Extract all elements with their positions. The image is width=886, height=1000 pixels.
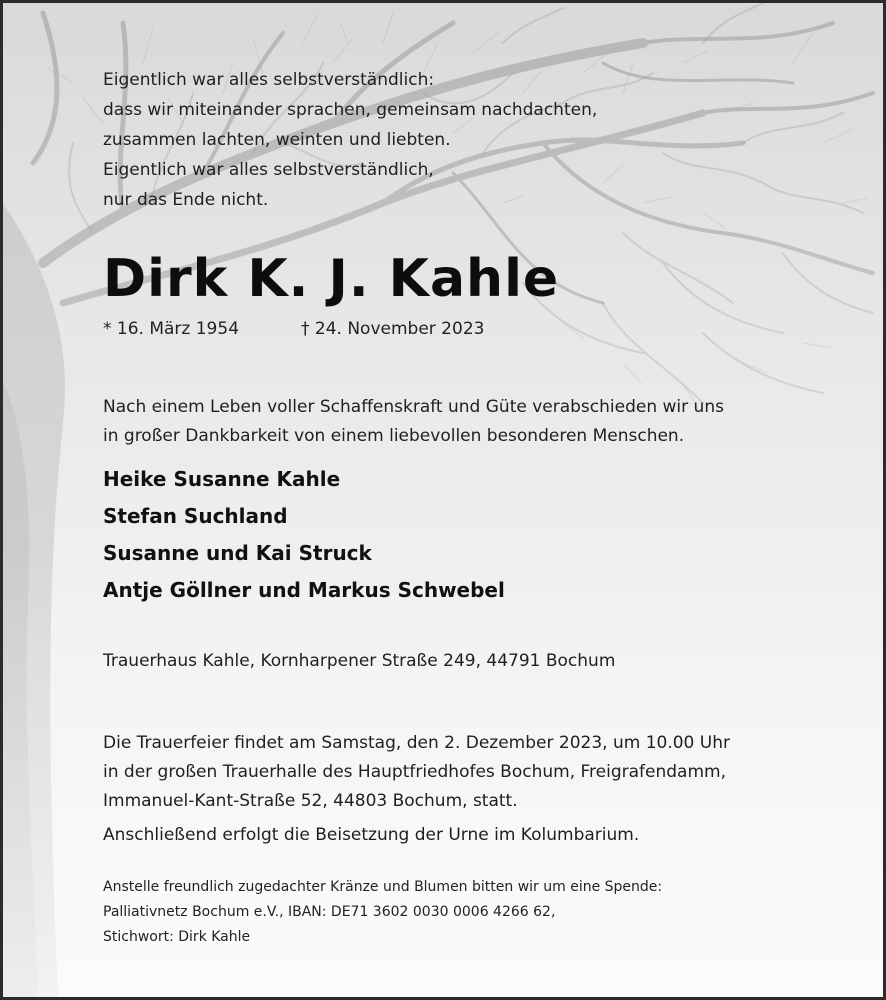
poem-line: dass wir miteinander sprachen, gemeinsam nachdachten, bbox=[103, 100, 598, 120]
burial-info: Anschließend erfolgt die Beisetzung der Urne im Kolumbarium. bbox=[103, 825, 640, 845]
donation-request bbox=[103, 875, 662, 950]
poem-line: Eigentlich war alles selbstverständlich, bbox=[103, 160, 434, 180]
mourner-name: Susanne und Kai Struck bbox=[103, 541, 372, 565]
poem-line: zusammen lachten, weinten und liebten. bbox=[103, 130, 451, 150]
mourner-name: Heike Susanne Kahle bbox=[103, 467, 341, 491]
obituary-content bbox=[3, 3, 883, 997]
funeral-ceremony-info bbox=[103, 729, 730, 816]
death-date: † 24. November 2023 bbox=[301, 319, 485, 339]
donation-line: Anstelle freundlich zugedachter Kränze und Blumen bitten wir um eine Spende: bbox=[103, 879, 663, 895]
farewell-line: Nach einem Leben voller Schaffenskraft und Güte verabschieden wir uns bbox=[103, 397, 724, 417]
ceremony-line: in der großen Trauerhalle des Hauptfriedhofes Bochum, Freigrafendamm, bbox=[103, 762, 726, 782]
poem-line: nur das Ende nicht. bbox=[103, 190, 269, 210]
poem-line: Eigentlich war alles selbstverständlich: bbox=[103, 70, 435, 90]
poem bbox=[103, 65, 597, 215]
donation-line: Palliativnetz Bochum e.V., IBAN: DE71 3602 0030 0006 4266 62, bbox=[103, 904, 556, 920]
farewell-text bbox=[103, 393, 724, 451]
birth-date: * 16. März 1954 bbox=[103, 319, 240, 339]
ceremony-line: Die Trauerfeier findet am Samstag, den 2. Dezember 2023, um 10.00 Uhr bbox=[103, 733, 730, 753]
farewell-line: in großer Dankbarkeit von einem liebevollen besonderen Menschen. bbox=[103, 426, 685, 446]
mourners-list bbox=[103, 461, 505, 609]
mourning-house-address: Trauerhaus Kahle, Kornharpener Straße 249, 44791 Bochum bbox=[103, 651, 616, 671]
mourner-name: Antje Göllner und Markus Schwebel bbox=[103, 578, 505, 602]
mourner-name: Stefan Suchland bbox=[103, 504, 288, 528]
deceased-name: Dirk K. J. Kahle bbox=[103, 249, 560, 309]
ceremony-line: Immanuel-Kant-Straße 52, 44803 Bochum, statt. bbox=[103, 791, 518, 811]
donation-line: Stichwort: Dirk Kahle bbox=[103, 929, 251, 945]
